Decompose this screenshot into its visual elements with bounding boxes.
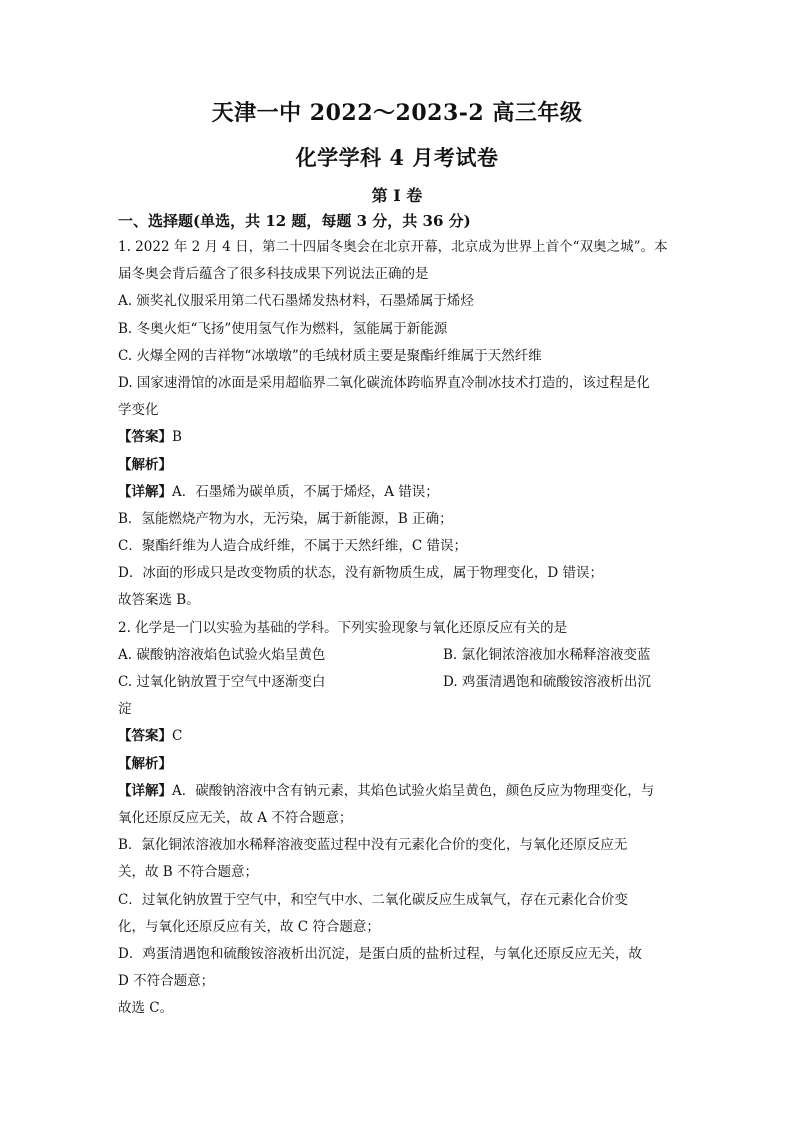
section-heading: 一、选择题(单选，共 12 题，每题 3 分，共 36 分) [118, 212, 471, 230]
exam-body [118, 208, 678, 1022]
q1-option-d-line1: D. 国家速滑馆的冰面是采用超临界二氧化碳流体跨临界直冷制冰技术打造的，该过程是化 [118, 374, 650, 391]
q2-option-a: A. 碳酸钠溶液焰色试验火焰呈黄色 [118, 646, 326, 663]
q2-detail-c-line1: C．过氧化钠放置于空气中，和空气中水、二氧化碳反应生成氧气，存在元素化合价变 [118, 891, 628, 908]
exam-subtitle: 化学学科 4 月考试卷 [295, 145, 499, 170]
q2-answer [118, 723, 678, 750]
q1-answer [118, 424, 678, 451]
q2-detail-c-line2: 化，与氧化还原反应有关，故 C 符合题意； [118, 918, 380, 935]
q2-detail-b-line2: 关，故 B 不符合题意； [118, 864, 259, 881]
q2-answer-label: 【答案】 [118, 728, 172, 745]
q2-option-c: C. 过氧化钠放置于空气中逐渐变白 [118, 674, 326, 690]
q1-option-d-line2: 学变化 [118, 402, 159, 419]
q2-conclusion: 故选 C。 [118, 1000, 174, 1017]
question-1 [118, 234, 678, 615]
q1-stem-line1: 1. 2022 年 2 月 4 日，第二十四届冬奥会在北京开幕，北京成为世界上首个“双奥之城”。本 [118, 239, 668, 255]
q1-detail-a-text: A．石墨烯为碳单质，不属于烯烃，A 错误； [172, 483, 439, 500]
q1-answer-label: 【答案】 [118, 429, 172, 446]
q1-conclusion: 故答案选 B。 [118, 592, 200, 609]
q1-detail-a [118, 479, 678, 506]
q1-analysis-label: 【解析】 [118, 456, 172, 473]
q1-option-a: A. 颁奖礼仪服采用第二代石墨烯发热材料，石墨烯属于烯烃 [118, 293, 474, 310]
q1-detail-b: B．氢能燃烧产物为水，无污染，属于新能源，B 正确； [118, 510, 453, 527]
q2-detail-a-line1 [118, 778, 678, 805]
q1-detail-d: D．冰面的形成只是改变物质的状态，没有新物质生成，属于物理变化，D 错误； [118, 565, 603, 582]
q2-option-b: B. 氯化铜浓溶液加水稀释溶液变蓝 [443, 646, 651, 663]
q2-option-d-line2: 淀 [118, 701, 132, 718]
question-2 [118, 615, 678, 1023]
q2-analysis-label: 【解析】 [118, 755, 172, 772]
q1-detail-label: 【详解】 [118, 483, 172, 500]
q2-stem: 2. 化学是一门以实验为基础的学科。下列实验现象与氧化还原反应有关的是 [118, 619, 568, 636]
volume-label: 第 I 卷 [371, 186, 423, 205]
q2-detail-a-line2: 氧化还原反应无关，故 A 不符合题意； [118, 809, 353, 826]
q2-detail-a-text: A．碳酸钠溶液中含有钠元素，其焰色试验火焰呈黄色，颜色反应为物理变化，与 [172, 782, 655, 799]
q2-option-d-line1: D. 鸡蛋清遇饱和硫酸铵溶液析出沉 [443, 674, 651, 690]
q1-stem-line2: 届冬奥会背后蕴含了很多科技成果下列说法正确的是 [118, 266, 429, 283]
exam-title: 天津一中 2022～2023-2 高三年级 [211, 100, 583, 126]
q2-options-row1 [118, 642, 678, 669]
q2-detail-d-line2: D 不符合题意； [118, 973, 215, 990]
q2-answer-value: C [172, 728, 183, 745]
q1-answer-value: B [172, 429, 182, 446]
q2-detail-label: 【详解】 [118, 782, 172, 799]
q2-detail-b-line1: B．氯化铜浓溶液加水稀释溶液变蓝过程中没有元素化合价的变化，与氧化还原反应无 [118, 837, 628, 854]
q2-detail-d-line1: D．鸡蛋清遇饱和硫酸铵溶液析出沉淀，是蛋白质的盐析过程，与氧化还原反应无关，故 [118, 945, 642, 962]
q1-option-c: C. 火爆全网的吉祥物“冰墩墩”的毛绒材质主要是聚酯纤维属于天然纤维 [118, 347, 542, 364]
q2-options-row2 [118, 669, 678, 696]
q1-detail-c: C．聚酯纤维为人造合成纤维，不属于天然纤维，C 错误； [118, 538, 467, 555]
q1-option-b: B. 冬奥火炬“飞扬”使用氢气作为燃料，氢能属于新能源 [118, 320, 448, 337]
